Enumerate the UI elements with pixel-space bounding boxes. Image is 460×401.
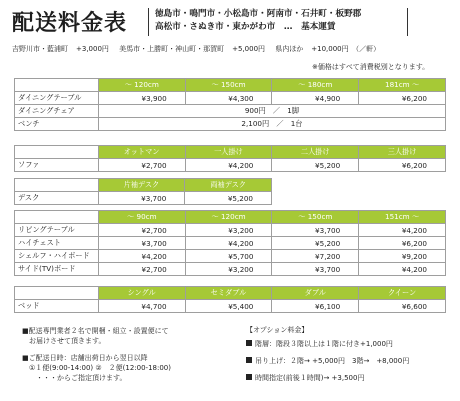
page-title: 配送料金表 [12, 11, 128, 36]
size-header: 151cm 〜 [359, 211, 446, 224]
price-cell: ¥4,200 [359, 263, 446, 276]
type-header: オットマン [98, 146, 185, 159]
size-header: 〜 150cm [185, 79, 272, 92]
delivery-notes [22, 326, 171, 390]
bullet-square-icon [246, 357, 252, 363]
row-label: ベンチ [15, 118, 99, 131]
area-2-name: 美馬市・上勝町・神山町・那賀町 [119, 45, 225, 53]
price-cell: ¥3,200 [185, 224, 272, 237]
row-label: ダイニングテーブル [15, 92, 99, 105]
size-header: 〜 90cm [98, 211, 185, 224]
price-cell: ¥2,700 [98, 159, 185, 172]
price-cell: ¥5,700 [185, 250, 272, 263]
option-item: 吊り上げ：２階→ +5,000円 3階→ +8,000円 [255, 357, 410, 365]
type-header: 二人掛け [272, 146, 359, 159]
bullet-square-icon [246, 340, 252, 346]
row-label: ベッド [15, 300, 99, 313]
type-header: 両袖デスク [185, 179, 272, 192]
price-cell: ¥4,200 [359, 224, 446, 237]
price-cell: ¥7,200 [272, 250, 359, 263]
price-cell: ¥4,700 [98, 300, 185, 313]
size-header: 181cm 〜 [359, 79, 446, 92]
size-header: ダブル [272, 287, 359, 300]
regions-line-2: 高松市・さぬき市・東かがわ市 … 基本運賃 [155, 22, 336, 32]
staff-note-line-2: お届けさせて頂きます。 [22, 337, 106, 345]
regions-line-1: 徳島市・鳴門市・小松島市・阿南市・石井町・板野郡 [155, 9, 362, 19]
price-cell: ¥3,900 [98, 92, 185, 105]
row-label: ハイチェスト [15, 237, 99, 250]
size-header: 〜 180cm [272, 79, 359, 92]
size-header: クイーン [359, 287, 446, 300]
options-title: 【オプション料金】 [246, 326, 309, 334]
price-cell: ¥2,700 [98, 224, 185, 237]
price-cell: ¥3,700 [272, 263, 359, 276]
price-cell: ¥2,700 [98, 263, 185, 276]
price-cell: ¥4,200 [185, 237, 272, 250]
price-cell: ¥6,200 [359, 237, 446, 250]
price-cell: ¥6,200 [359, 159, 446, 172]
row-label: サイド(TV)ボード [15, 263, 99, 276]
option-item: 時間指定(前後１時間)→ +3,500円 [255, 374, 365, 382]
price-cell: ¥6,600 [359, 300, 446, 313]
price-cell: ¥3,700 [272, 224, 359, 237]
price-cell: 900円 ／ 1脚 [98, 105, 445, 118]
area-1-price: +3,000円 [76, 45, 109, 53]
size-header: 〜 120cm [98, 79, 185, 92]
price-cell: ¥4,900 [272, 92, 359, 105]
price-cell: ¥5,200 [272, 237, 359, 250]
base-regions [148, 8, 408, 36]
price-cell: ¥3,700 [98, 192, 185, 205]
sofa-prices [14, 145, 446, 172]
area-2-price: +5,000円 [232, 45, 266, 53]
type-header: 一人掛け [185, 146, 272, 159]
price-cell: ¥4,200 [185, 159, 272, 172]
price-cell: ¥4,300 [185, 92, 272, 105]
option-item: 階層：階段３階以上は１階に付き+1,000円 [255, 340, 393, 348]
date-note-line-1: ■ご配送日時：店舗出荷日から翌日以降 [22, 354, 148, 362]
price-cell: ¥9,200 [359, 250, 446, 263]
area-3-price: +10,000円 （／軒） [311, 45, 381, 53]
size-header: セミダブル [185, 287, 272, 300]
price-cell: ¥5,200 [185, 192, 272, 205]
type-header: 片袖デスク [98, 179, 185, 192]
option-fees [246, 325, 409, 390]
price-cell: ¥3,200 [185, 263, 272, 276]
price-cell: ¥4,200 [98, 250, 185, 263]
row-label: リビングテーブル [15, 224, 99, 237]
price-cell: ¥3,700 [98, 237, 185, 250]
storage-prices [14, 210, 446, 276]
staff-note-line-1: ■配送専門業者２名で開梱・組立・設置便にて [22, 327, 169, 335]
area-1-name: 吉野川市・藍浦町 [12, 45, 68, 53]
row-label: ダイニングチェア [15, 105, 99, 118]
desk-prices [14, 178, 272, 205]
price-cell: 2,100円 ／ 1台 [98, 118, 445, 131]
area-surcharges [12, 44, 388, 54]
bullet-square-icon [246, 374, 252, 380]
row-label: シェルフ・ハイボード [15, 250, 99, 263]
price-cell: ¥6,200 [359, 92, 446, 105]
bed-prices [14, 286, 446, 313]
date-note-line-3: ・・・からご指定頂けます。 [22, 374, 127, 382]
tax-note: ※価格はすべて消費税別となります。 [312, 63, 430, 71]
size-header: 〜 150cm [272, 211, 359, 224]
price-cell: ¥5,200 [272, 159, 359, 172]
type-header: 三人掛け [359, 146, 446, 159]
row-label: デスク [15, 192, 99, 205]
price-cell: ¥5,400 [185, 300, 272, 313]
row-label: ソファ [15, 159, 99, 172]
date-note-line-2: ①１便(9:00-14:00) ② ２便(12:00-18:00) [22, 364, 171, 372]
size-header: 〜 120cm [185, 211, 272, 224]
dining-table-prices [14, 78, 446, 131]
area-3-name: 県内ほか [275, 45, 304, 53]
size-header: シングル [98, 287, 185, 300]
price-cell: ¥6,100 [272, 300, 359, 313]
